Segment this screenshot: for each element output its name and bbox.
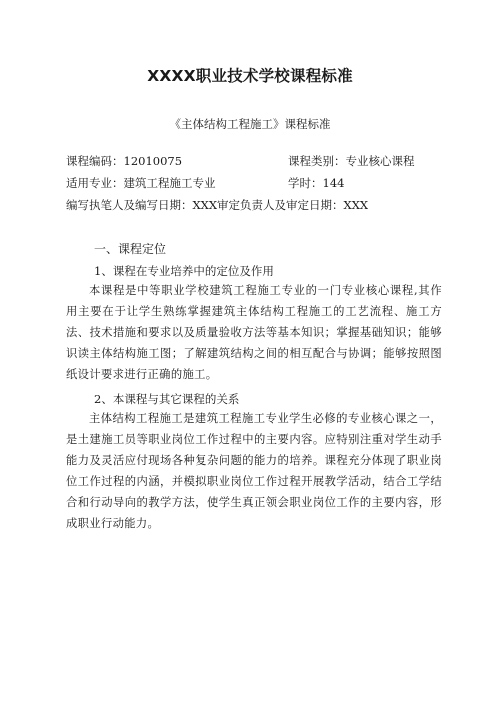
course-hours: 学时：144 [288, 176, 345, 190]
section-heading-course-positioning: 一、课程定位 [94, 242, 167, 256]
meta-row-major-hours [66, 175, 460, 193]
meta-row-authors [66, 197, 460, 215]
paragraph-role: 本课程是中等职业学校建筑工程施工专业的一门专业核心课程,其作用主要在于让学生熟练掌握建筑主体结构工程施工的工艺流程、施工方法、技术措施和要求以及质量验收方法等基本知识；掌握基础知识；能够识读主体结构施工图；了解建筑结构之间的相互配合与协调；能够按照图纸设计要求进行正确的施工。 [66, 284, 442, 382]
authors-and-reviewers: 编写执笔人及编写日期：XXX审定负责人及审定日期：XXX [66, 198, 369, 212]
subsection-heading-role: 1、课程在专业培养中的定位及作用 [94, 264, 274, 278]
paragraph-relations: 主体结构工程施工是建筑工程施工专业学生必修的专业核心课之一，是土建施工员等职业岗位工作过程中的主要内容。应特别注重对学生动手能力及灵活应付现场各种复杂问题的能力的培养。课程充分体现了职业岗位工作过程的内涵，并模拟职业岗位工作过程开展教学活动，结合工学结合和行动导向的教学方法，使学生真正领会职业岗位工作的主要内容，形成职业行动能力。 [66, 412, 442, 531]
document-title: XXXX职业技术学校课程标准 [147, 67, 353, 85]
applicable-major: 适用专业：建筑工程施工专业 [66, 176, 216, 190]
course-type: 课程类别：专业核心课程 [288, 154, 415, 168]
subsection-heading-relations: 2、本课程与其它课程的关系 [94, 392, 240, 406]
document-subtitle: 《主体结构工程施工》课程标准 [169, 117, 331, 131]
meta-row-code-type [66, 153, 460, 171]
course-code: 课程编码：12010075 [66, 154, 183, 168]
